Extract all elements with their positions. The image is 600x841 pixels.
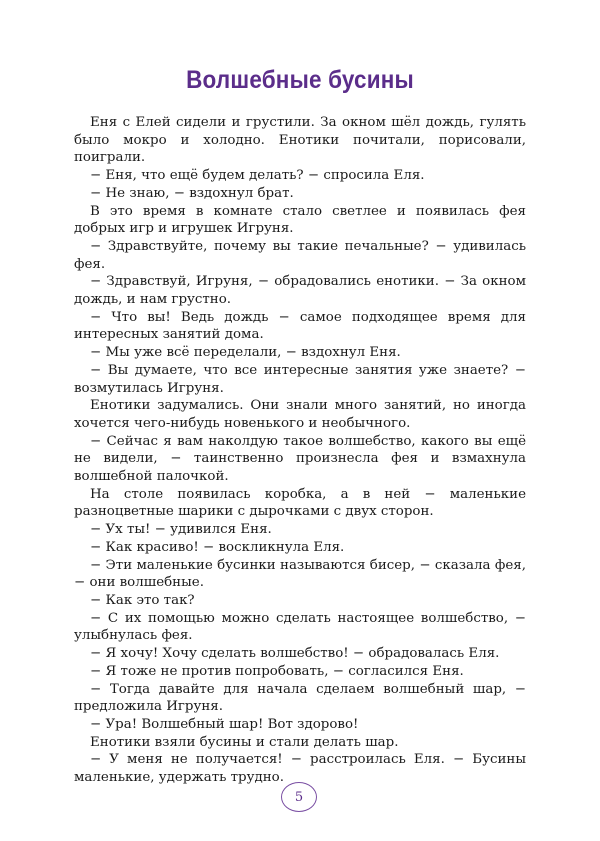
paragraph: − Эти маленькие бусинки называются бисер, − сказала фея, − они волшебные. — [74, 557, 526, 591]
paragraph: На столе появилась коробка, а в ней − маленькие разноцветные шарики с дырочками с двух сторон. — [74, 486, 526, 520]
paragraph: − Здравствуйте, почему вы такие печальные? − удивилась фея. — [74, 238, 526, 272]
paragraph: − Ура! Волшебный шар! Вот здорово! — [90, 716, 359, 732]
paragraph: − Как красиво! − воскликнула Еля. — [90, 539, 345, 555]
paragraph: Енотики взяли бусины и стали делать шар. — [90, 734, 399, 750]
paragraph: В это время в комнате стало светлее и появилась фея добрых игр и игрушек Игруня. — [74, 203, 526, 237]
paragraph: − Что вы! Ведь дождь − самое подходящее время для интересных занятий дома. — [74, 309, 526, 343]
page-title: Волшебные бусины — [186, 66, 414, 94]
paragraph: − У меня не получается! − расстроилась Еля. − Бусины маленькие, удержать трудно. — [74, 752, 526, 786]
paragraph: − Я хочу! Хочу сделать волшебство! − обрадовалась Еля. — [90, 646, 500, 662]
paragraph: − Мы уже всё переделали, − вздохнул Еня. — [90, 345, 401, 361]
paragraph: − Как это так? — [90, 592, 195, 608]
page-number: 5 — [294, 789, 304, 805]
paragraph: − Сейчас я вам наколдую такое волшебство, какого вы ещё не видели, − таинственно произнесла фея и взмахнула волшебной палочкой. — [74, 433, 526, 485]
paragraph: − Не знаю, − вздохнул брат. — [90, 185, 294, 201]
paragraph: Енотики задумались. Они знали много занятий, но иногда хочется чего-нибудь новенького и необычного. — [74, 398, 526, 431]
paragraph: − Я тоже не против попробовать, − согласился Еня. — [90, 663, 464, 679]
paragraph: − Ух ты! − удивился Еня. — [90, 522, 272, 538]
paragraph: − Еня, что ещё будем делать? − спросила Еля. — [90, 168, 425, 184]
paragraph: − Здравствуй, Игруня, − обрадовались енотики. − За окном дождь, и нам грустно. — [74, 274, 526, 308]
paragraph: − Вы думаете, что все интересные занятия уже знаете? − возмутилась Игруня. — [74, 362, 526, 396]
paragraph: Еня с Елей сидели и грустили. За окном шёл дождь, гулять было мокро и холодно. Енотики почитали, порисовали, поиграли. — [74, 115, 526, 166]
story-text — [74, 114, 526, 787]
paragraph: − Тогда давайте для начала сделаем волшебный шар, − предложила Игруня. — [74, 681, 526, 715]
paragraph: − С их помощью можно сделать настоящее волшебство, − улыбнулась фея. — [74, 610, 526, 644]
page-number-badge — [281, 782, 317, 812]
